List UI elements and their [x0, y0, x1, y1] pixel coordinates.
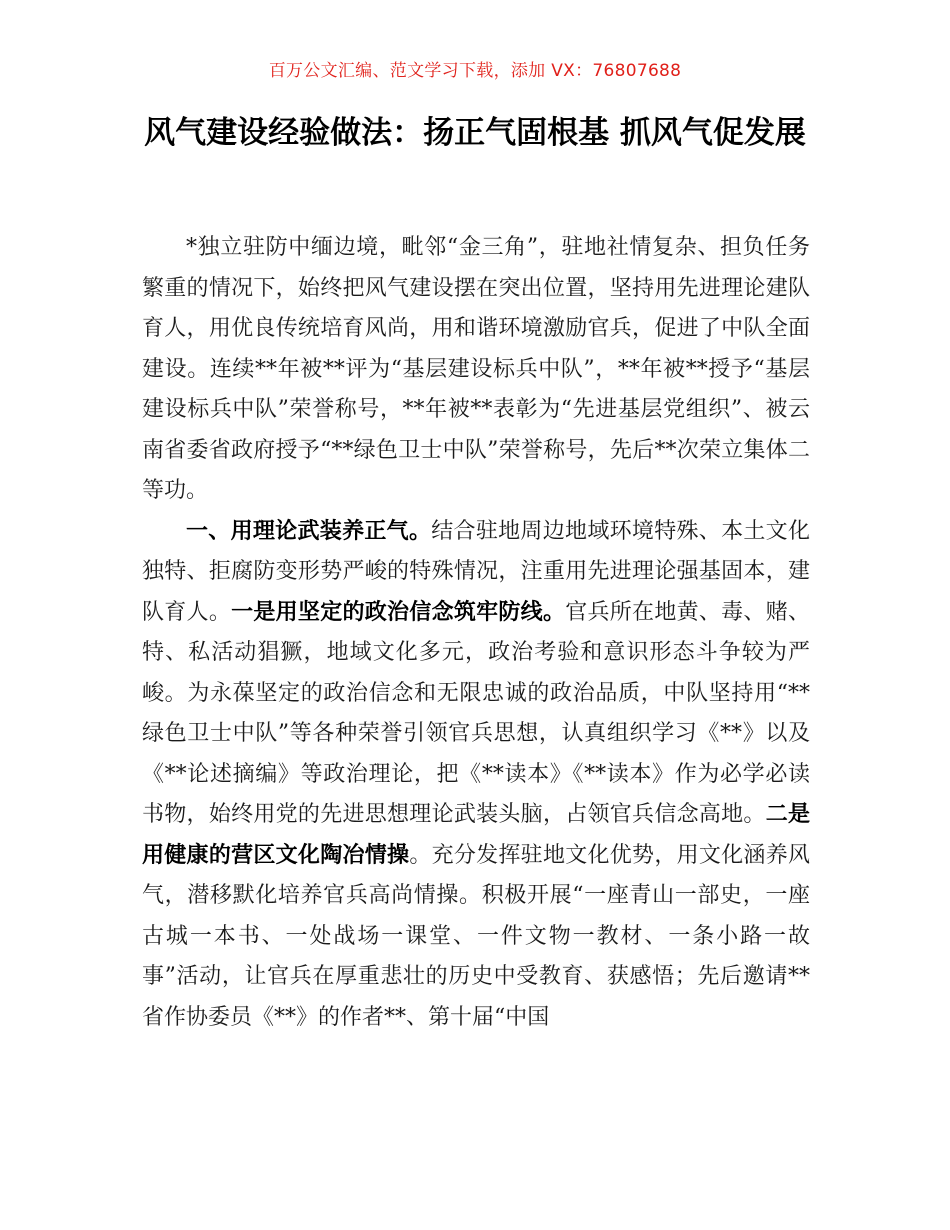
section-1-heading: 一、用理论武装养正气。 — [186, 518, 432, 544]
point-1-heading: 一是用坚定的政治信念筑牢防线。 — [231, 599, 566, 625]
intro-paragraph: *独立驻防中缅边境，毗邻“金三角”，驻地社情复杂、担负任务繁重的情况下，始终把风气建设摆在突出位置，坚持用先进理论建队育人，用优良传统培育风尚，用和谐环境激励官兵，促进了中队全面建设。连续**年被**评为“基层建设标兵中队”，**年被**授予“基层建设标兵中队”荣誉称号，**年被**表彰为“先进基层党组织”、被云南省委省政府授予“**绿色卫士中队”荣誉称号，先后**次荣立集体二等功。 — [142, 235, 810, 503]
point-2-text: 。充分发挥驻地文化优势，用文化涵养风气，潜移默化培养官兵高尚情操。积极开展“一座青山一部史，一座古城一本书、一处战场一课堂、一件文物一教材、一条小路一故事”活动，让官兵在厚重悲壮的历史中受教育、获感悟；先后邀请**省作协委员《**》的作者**、第十届“中国 — [142, 842, 810, 1030]
document-body — [142, 228, 810, 1038]
promo-banner: 百万公文汇编、范文学习下载，添加 VX：76807688 — [268, 61, 682, 81]
section-1-paragraph — [142, 512, 810, 1039]
point-1-text: 官兵所在地黄、毒、赌、特、私活动猖獗，地域文化多元，政治考验和意识形态斗争较为严峻。为永葆坚定的政治信念和无限忠诚的政治品质，中队坚持用“**绿色卫士中队”等各种荣誉引领官兵思想，认真组织学习《**》以及《**论述摘编》等政治理论，把《**读本》《**读本》作为必学必读书物，始终用党的先进思想理论武装头脑，占领官兵信念高地。 — [142, 599, 810, 827]
section-1-lead: 结合驻地周边地域环境特殊、本土文化独特、拒腐防变形势严峻的特殊情况，注重用先进理论强基固本，建队育人。 — [142, 518, 810, 625]
point-2-heading: 二是用健康的营区文化陶冶情操 — [142, 802, 810, 868]
document-title: 风气建设经验做法：扬正气固根基 抓风气促发展 — [144, 115, 806, 151]
